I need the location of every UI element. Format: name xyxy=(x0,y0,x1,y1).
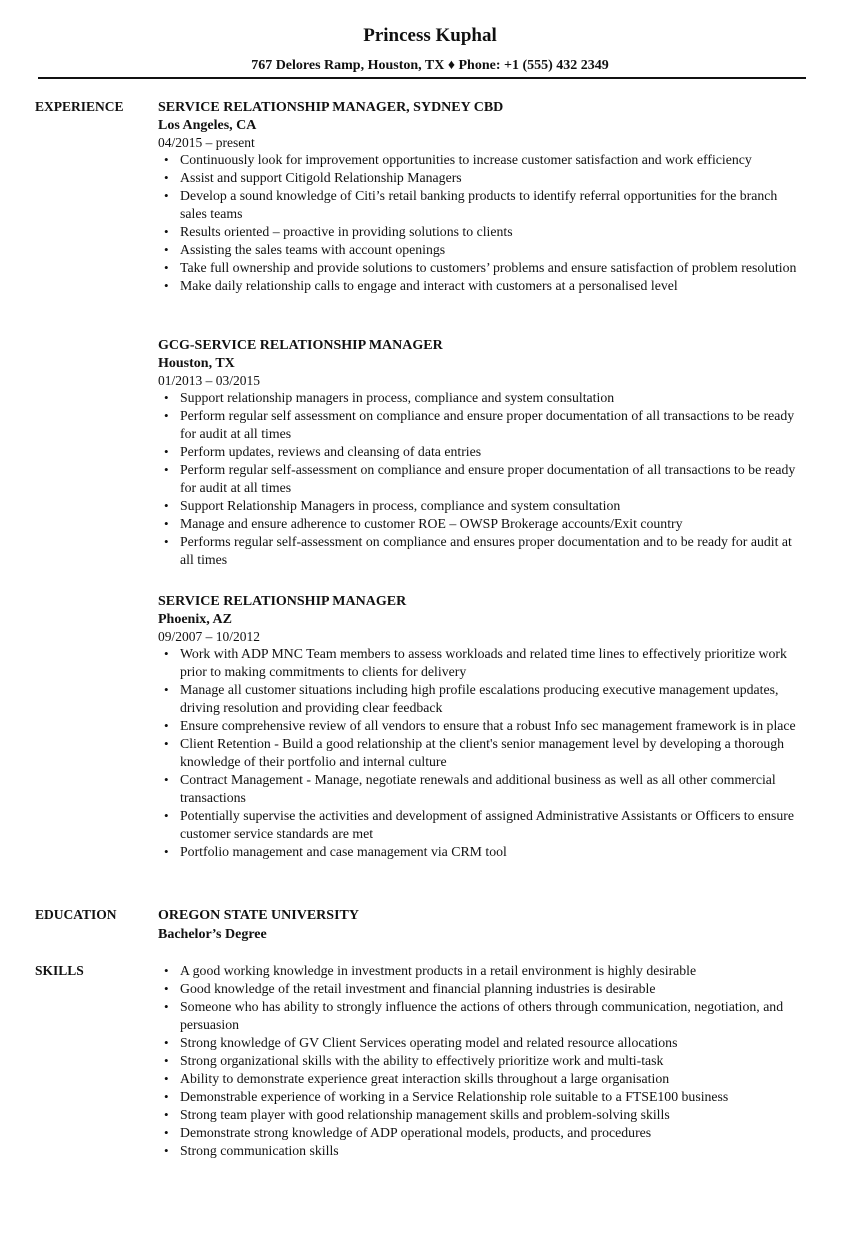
list-item: • Someone who has ability to strongly influence the actions of others through communication, negotiation, and persuasion xyxy=(158,998,806,1034)
job-dates: 04/2015 – present xyxy=(158,135,255,150)
job-bullet-list xyxy=(158,151,806,295)
list-item: • Portfolio management and case management via CRM tool xyxy=(158,843,806,861)
job-title: SERVICE RELATIONSHIP MANAGER xyxy=(158,594,407,609)
list-item: • Strong team player with good relationship management skills and problem-solving skills xyxy=(158,1106,806,1124)
list-item: • Perform updates, reviews and cleansing of data entries xyxy=(158,443,806,461)
education-heading: EDUCATION xyxy=(35,907,117,922)
list-item: • Manage and ensure adherence to customer ROE – OWSP Brokerage accounts/Exit country xyxy=(158,515,806,533)
header-divider xyxy=(38,77,806,79)
candidate-name: Princess Kuphal xyxy=(363,25,497,46)
skills-entry xyxy=(158,962,818,1160)
list-item: • Strong communication skills xyxy=(158,1142,806,1160)
list-item: • Make daily relationship calls to engage and interact with customers at a personalised level xyxy=(158,277,806,295)
job-title: SERVICE RELATIONSHIP MANAGER, SYDNEY CBD xyxy=(158,100,504,115)
school-name: OREGON STATE UNIVERSITY xyxy=(158,908,359,923)
job-entry-3 xyxy=(158,593,818,861)
list-item: • Manage all customer situations including high profile escalations producing executive management updates, driving resolution and providing clear feedback xyxy=(158,681,806,717)
list-item: • Perform regular self assessment on compliance and ensure proper documentation of all transactions to be ready for audit at all times xyxy=(158,407,806,443)
job-dates: 09/2007 – 10/2012 xyxy=(158,629,261,644)
job-title: GCG-SERVICE RELATIONSHIP MANAGER xyxy=(158,338,443,353)
list-item: • Performs regular self-assessment on compliance and ensures proper documentation and to be ready for audit at all times xyxy=(158,533,806,569)
list-item: • Assisting the sales teams with account openings xyxy=(158,241,806,259)
list-item: • Ensure comprehensive review of all vendors to ensure that a robust Info sec management framework is in place xyxy=(158,717,806,735)
list-item: • Develop a sound knowledge of Citi’s retail banking products to identify referral opportunities for the branch sales teams xyxy=(158,187,806,223)
job-bullet-list xyxy=(158,645,806,861)
list-item: • Strong organizational skills with the ability to effectively prioritize work and multi-task xyxy=(158,1052,806,1070)
list-item: • Client Retention - Build a good relationship at the client's senior management level by developing a thorough knowledge of their portfolio and internal culture xyxy=(158,735,806,771)
list-item: • Results oriented – proactive in providing solutions to clients xyxy=(158,223,806,241)
list-item: • Potentially supervise the activities and development of assigned Administrative Assistants or Officers to ensure customer service standards are met xyxy=(158,807,806,843)
job-entry-1 xyxy=(158,99,818,295)
list-item: • Ability to demonstrate experience great interaction skills throughout a large organisation xyxy=(158,1070,806,1088)
list-item: • Support relationship managers in process, compliance and system consultation xyxy=(158,389,806,407)
list-item: • Strong knowledge of GV Client Services operating model and related resource allocations xyxy=(158,1034,806,1052)
contact-line: 767 Delores Ramp, Houston, TX ♦ Phone: +1 (555) 432 2349 xyxy=(251,58,609,73)
list-item: • Work with ADP MNC Team members to assess workloads and related time lines to effectively prioritize work prior to making commitments to clients for delivery xyxy=(158,645,806,681)
job-location: Houston, TX xyxy=(158,356,235,371)
job-bullet-list xyxy=(158,389,806,569)
list-item: • Continuously look for improvement opportunities to increase customer satisfaction and work efficiency xyxy=(158,151,806,169)
list-item: • A good working knowledge in investment products in a retail environment is highly desirable xyxy=(158,962,806,980)
experience-heading: EXPERIENCE xyxy=(35,99,124,114)
list-item: • Take full ownership and provide solutions to customers’ problems and ensure satisfaction of problem resolution xyxy=(158,259,806,277)
skills-list xyxy=(158,962,806,1160)
job-location: Phoenix, AZ xyxy=(158,612,232,627)
list-item: • Demonstrable experience of working in a Service Relationship role suitable to a FTSE100 business xyxy=(158,1088,806,1106)
education-entry xyxy=(158,907,818,945)
list-item: • Demonstrate strong knowledge of ADP operational models, products, and procedures xyxy=(158,1124,806,1142)
list-item: • Support Relationship Managers in process, compliance and system consultation xyxy=(158,497,806,515)
list-item: • Perform regular self-assessment on compliance and ensure proper documentation of all transactions to be ready for audit at all times xyxy=(158,461,806,497)
job-dates: 01/2013 – 03/2015 xyxy=(158,373,261,388)
job-entry-2 xyxy=(158,337,818,569)
job-location: Los Angeles, CA xyxy=(158,118,257,133)
list-item: • Assist and support Citigold Relationship Managers xyxy=(158,169,806,187)
list-item: • Good knowledge of the retail investment and financial planning industries is desirable xyxy=(158,980,806,998)
degree: Bachelor’s Degree xyxy=(158,927,267,942)
list-item: • Contract Management - Manage, negotiate renewals and additional business as well as all other commercial transactions xyxy=(158,771,806,807)
skills-heading: SKILLS xyxy=(35,963,84,978)
